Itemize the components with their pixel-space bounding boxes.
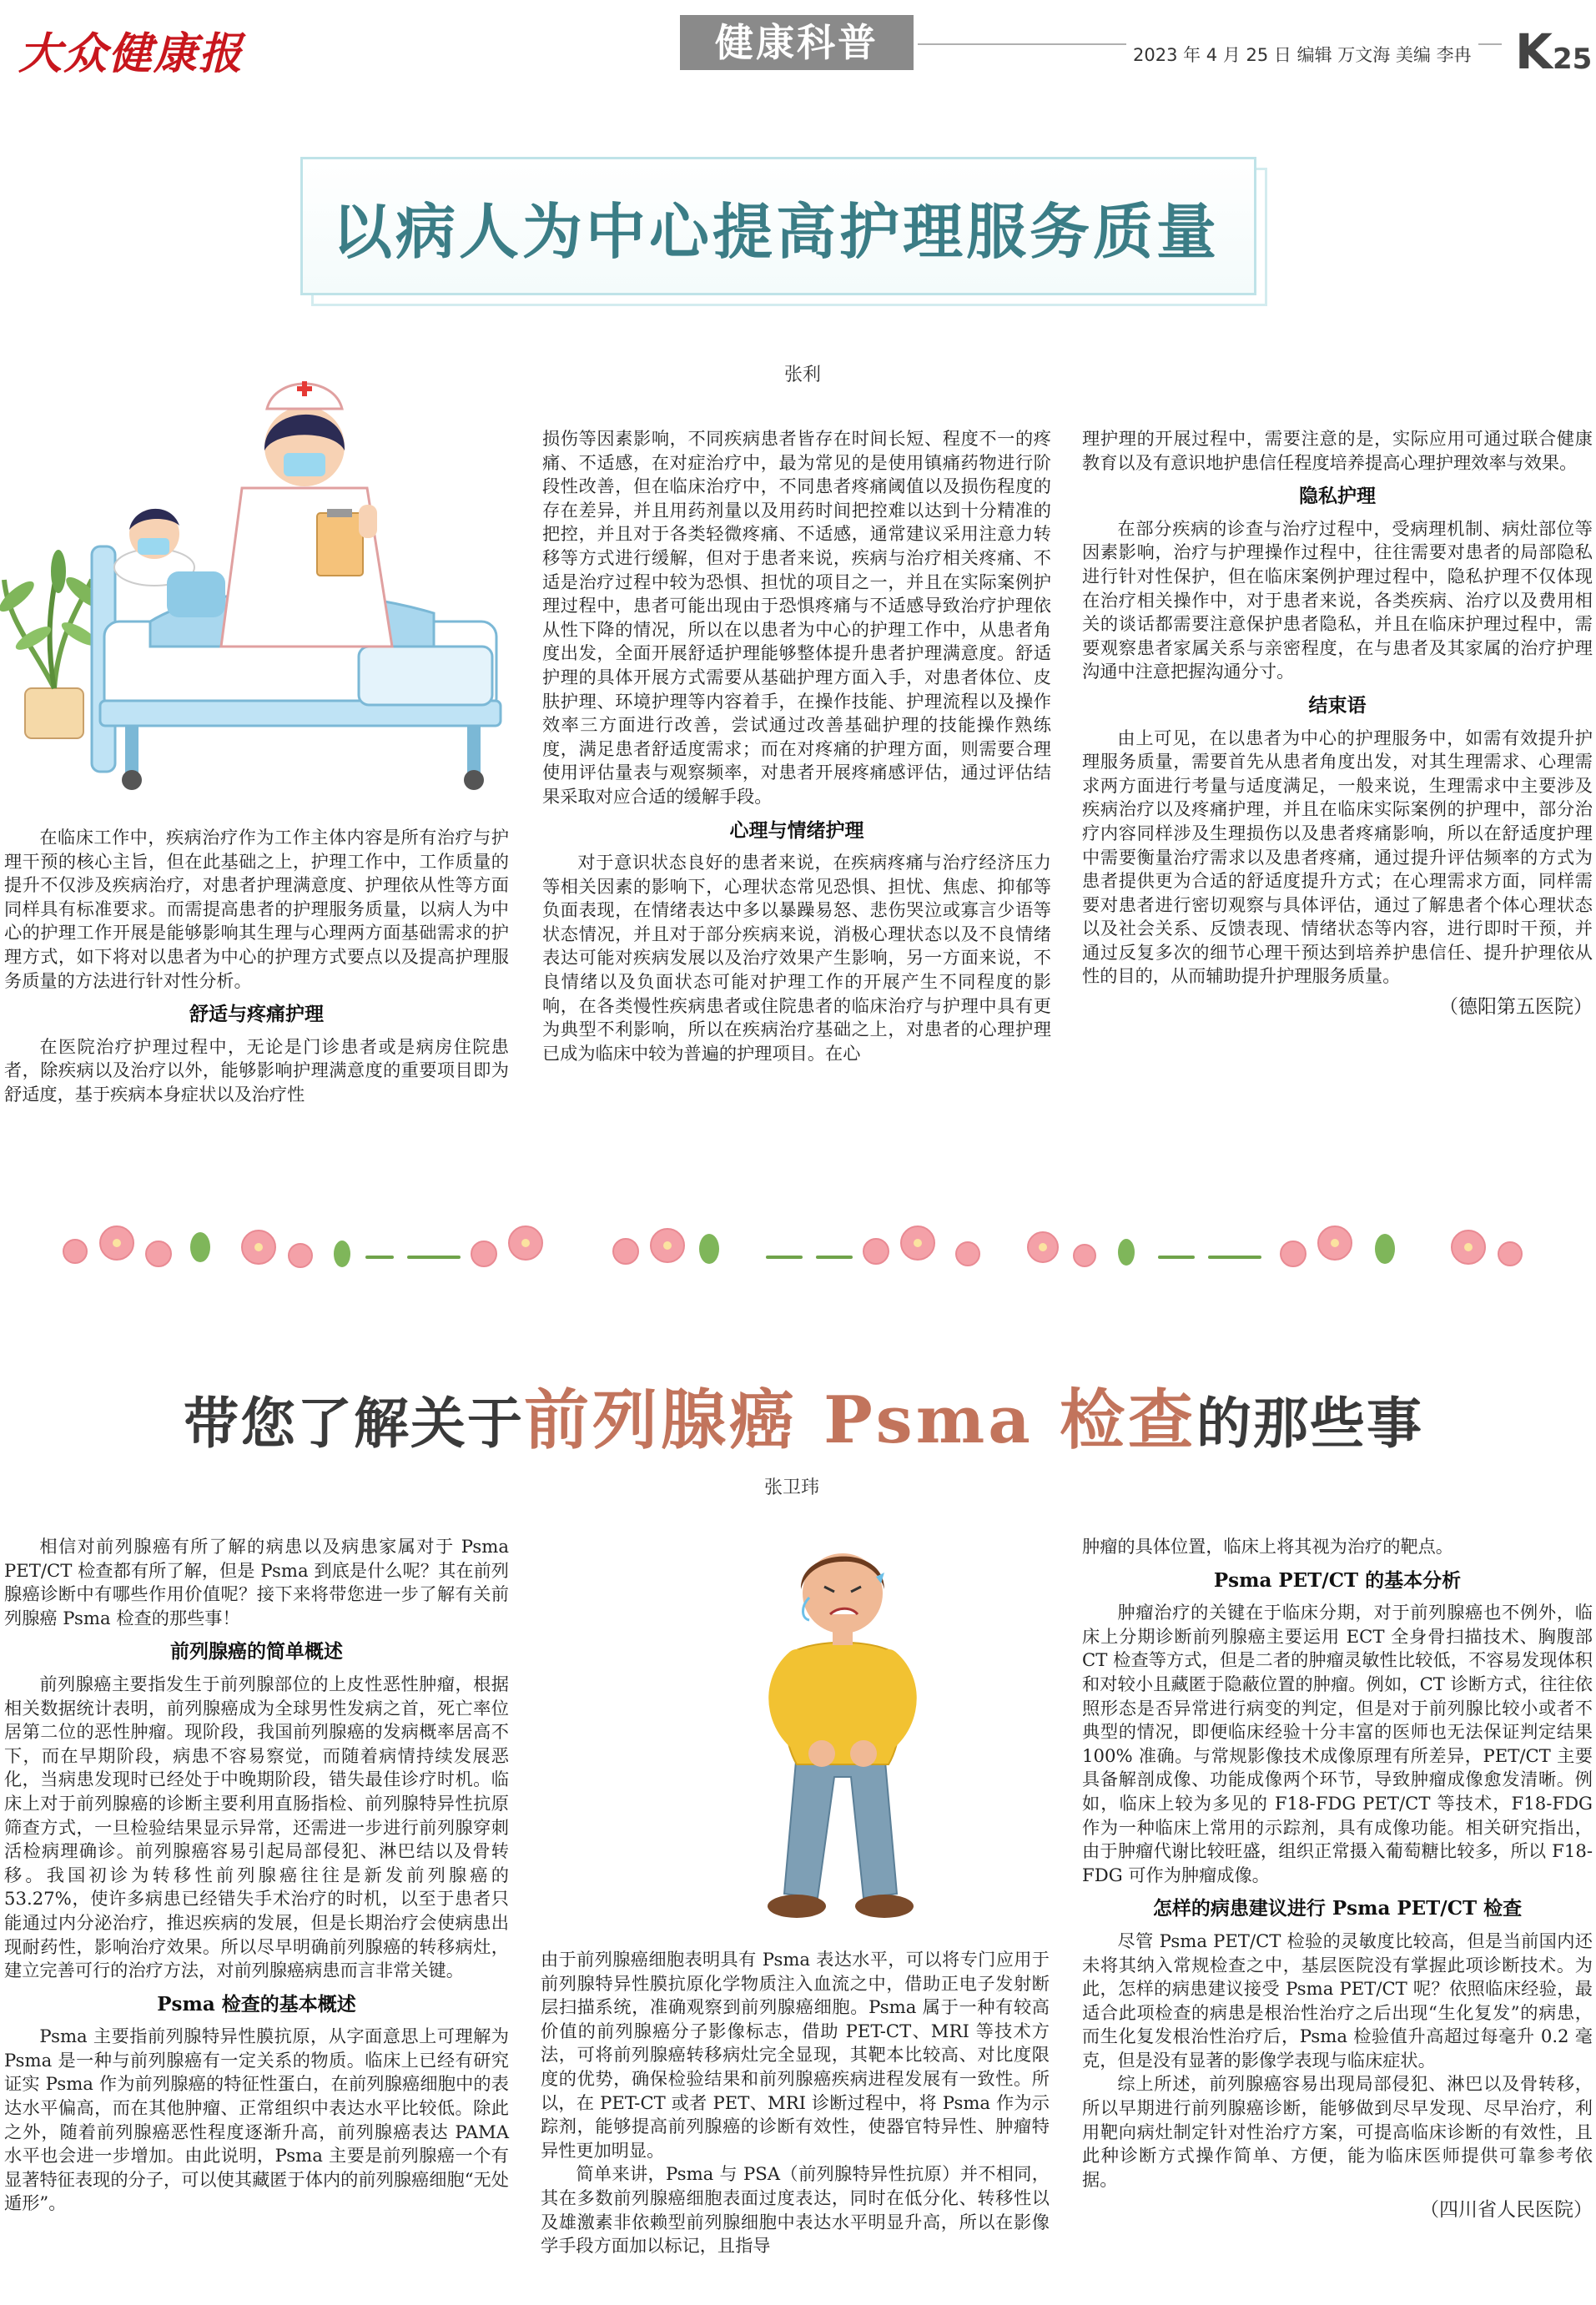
article1-column-1 bbox=[4, 826, 509, 1107]
article2-column-1 bbox=[4, 1535, 509, 2216]
subheading-privacy-care: 隐私护理 bbox=[1299, 485, 1376, 508]
article2-author: 张卫玮 bbox=[764, 1477, 820, 1498]
page-digit: 25 bbox=[1552, 43, 1593, 76]
paragraph: 对于意识状态良好的患者来说，在疾病疼痛与治疗经济压力等相关因素的影响下，心理状态常见恐惧、担忧、焦虑、抑郁等负面表现，在情绪表达中多以暴躁易怒、悲伤哭泣或寡言少语等状态情况，并且对于部分疾病来说，消极心理状态以及不良情绪表达可能对疾病发展以及治疗效果产生影响，另一方面来说，不良情绪以及负面状态可能对护理工作的开展产生不同程度的影响，在各类慢性疾病患者或住院患者的临床治疗与护理中具有更为典型不利影响，所以在疾病治疗基础之上，对患者的心理护理已成为临床中较为普遍的护理项目。在心 bbox=[542, 852, 1051, 1064]
article2-column-3 bbox=[1082, 1535, 1593, 2222]
paragraph: 肿瘤治疗的关键在于临床分期，对于前列腺癌也不例外，临床上分期诊断前列腺癌主要运用 ECT 全身骨扫描技术、胸腹部 CT 检查等方式，但是二者的肿瘤灵敏性比较低，不容易发现体积和对较小且藏匿于隐蔽位置的肿瘤。例如，CT 诊断方式，往往依照形态是否异常进行病变的判定，但是对于前列腺比较小或者不典型的情况，即便临床经验十分丰富的医师也无法保证判定结果 100% 准确。与常规影像技术成像原理有所差异，PET/CT 主要具备解剖成像、功能成像两个环节，导致肿瘤成像愈发清晰。例如，临床上较为多见的 F18-FDG PET/CT 等技术，F18-FDG 作为一种临床上常用的示踪剂，具有成像功能。相关研究指出，由于肿瘤代谢比较旺盛，组织正常摄入葡萄糖比较多，所以 F18-FDG 可作为肿瘤成像。 bbox=[1082, 1602, 1593, 1885]
subheading-prostate-overview: 前列腺癌的简单概述 bbox=[170, 1640, 343, 1663]
paragraph: 由上可见，在以患者为中心的护理服务中，如需有效提升护理服务质量，需要首先从患者角度出发，对其生理需求、心理需求两方面进行考量与适度满足，一般来说，生理需求中主要涉及疾病治疗以及疼痛护理，并且在临床实际案例的护理中，部分治疗内容同样涉及生理损伤以及患者疼痛影响，所以在舒适度护理中需要衡量治疗需求以及患者疼痛，通过提升评估频率的方式为患者提供更为合适的舒适度提升方式；在心理需求方面，同样需要对患者进行密切观察与具体评估，通过了解患者个体心理状态以及社会关系、反馈表现、情绪状态等内容，进行即时干预，并通过反复多次的细节心理干预达到培养护患信任、提升护理依从性的目的，从而辅助提升护理服务质量。 bbox=[1082, 727, 1593, 987]
man-in-pain-illustration bbox=[717, 1527, 968, 1935]
subheading-conclusion: 结束语 bbox=[1308, 693, 1367, 717]
article2-title-highlight: 前列腺癌 Psma 检查 bbox=[524, 1382, 1196, 1458]
section-label: 健康科普 bbox=[680, 15, 914, 70]
article1-hospital: （德阳第五医院） bbox=[1439, 996, 1593, 1019]
paragraph: 在医院治疗护理过程中，无论是门诊患者或是病房住院患者，除疾病以及治疗以外，能够影响护理满意度的重要项目即为舒适度，基于疾病本身症状以及治疗性 bbox=[4, 1035, 509, 1105]
paragraph: 在临床工作中，疾病治疗作为工作主体内容是所有治疗与护理干预的核心主旨，但在此基础之上，护理工作中，工作质量的提升不仅涉及疾病治疗，对患者护理满意度、护理依从性等方面同样具有标准要求。而需提高患者的护理服务质量，以病人为中心的护理工作开展是能够影响其生理与心理两方面基础需求的护理方式，如下将对以患者为中心的护理方式要点以及提高护理服务质量的方法进行针对性分析。 bbox=[4, 827, 509, 991]
paragraph: 理护理的开展过程中，需要注意的是，实际应用可通过联合健康教育以及有意识地护患信任程度培养提高心理护理效率与效果。 bbox=[1082, 428, 1593, 473]
paragraph: 前列腺癌主要指发生于前列腺部位的上皮性恶性肿瘤，根据相关数据统计表明，前列腺癌成为全球男性发病之首，死亡率位居第二位的恶性肿瘤。现阶段，我国前列腺癌的发病概率居高不下，而在早期阶段，病患不容易察觉，而随着病情持续发展恶化，当病患发现时已经处于中晚期阶段，错失最佳诊疗时机。临床上对于前列腺癌的诊断主要利用直肠指检、前列腺特异性抗原筛查方式，一旦检验结果显示异常，还需进一步进行前列腺穿刺活检病理确诊。前列腺癌容易引起局部侵犯、淋巴结以及骨转移。我国初诊为转移性前列腺癌往往是新发前列腺癌的 53.27%，使许多病患已经错失手术治疗的时机，以至于患者只能通过内分泌治疗，推迟疾病的发展，但是长期治疗会使病患出现耐药性，影响治疗效果。所以尽早明确前列腺癌的转移病灶，建立完善可行的治疗方法，对前列腺癌病患而言非常关键。 bbox=[4, 1673, 509, 1981]
subheading-psych-care: 心理与情绪护理 bbox=[729, 818, 864, 842]
paragraph: 由于前列腺癌细胞表明具有 Psma 表达水平，可以将专门应用于前列腺特异性膜抗原化学物质注入血流之中，借助正电子发射断层扫描系统，准确观察到前列腺癌细胞。Psma 属于一种有较高价值的前列腺癌分子影像标志，借助 PET-CT、MRI 等技术方法，可将前列腺癌转移病灶完全显现，其靶本比较高、对比度限度的优势，确保检验结果和前列腺癌疾病进程发展有一致性。所以，在 PET-CT 或者 PET、MRI 诊断过程中，将 Psma 作为示踪剂，能够提高前列腺癌的诊断有效性，使器官特异性、肿瘤特异性更加明显。 bbox=[541, 1949, 1050, 2161]
article1-column-3 bbox=[1082, 427, 1593, 1019]
article2-title-suffix: 的那些事 bbox=[1196, 1391, 1423, 1456]
paragraph: 尽管 Psma PET/CT 检验的灵敏度比较高，但是当前国内还未将其纳入常规检查之中，基层医院没有掌握此项诊断技术。为此，怎样的病患建议接受 Psma PET/CT 呢？依照临床经验，最适合此项检查的病患是根治性治疗之后出现“生化复发”的病患，而生化复发根治性治疗后，Psma 检验值升高超过每毫升 0.2 毫克，但是没有显著的影像学表现与临床症状。 bbox=[1082, 1930, 1593, 2071]
article2-column-2 bbox=[541, 1948, 1050, 2258]
subheading-psma-petct: Psma PET/CT 的基本分析 bbox=[1213, 1568, 1462, 1592]
article1-title: 以病人为中心提高护理服务质量 bbox=[331, 196, 1220, 267]
paragraph: 损伤等因素影响，不同疾病患者皆存在时间长短、程度不一的疼痛、不适感，在对症治疗中，最为常见的是使用镇痛药物进行阶段性改善，但在临床治疗中，不同患者疼痛阈值以及损伤程度的存在差异，并且用药剂量以及用药时间把控难以达到十分精准的把控，并且对于各类轻微疼痛、不适感，通常建议采用注意力转移等方式进行缓解，但对于患者来说，疾病与治疗相关疼痛、不适是治疗过程中较为恐惧、担忧的项目之一，并且在实际案例护理过程中，患者可能出现由于恐惧疼痛与不适感导致治疗护理依从性下降的情况，所以在以患者为中心的护理工作中，从患者角度出发，全面开展舒适护理能够整体提升患者护理满意度。舒适护理的具体开展方式需要从基础护理方面入手，对患者体位、皮肤护理、环境护理等内容着手，在操作技能、护理流程以及操作效率三方面进行改善，尝试通过改善基础护理的技能操作熟练度，满足患者舒适度需求；而在对疼痛的护理方面，则需要合理使用评估量表与观察频率，对患者开展疼痛感评估，通过评估结果采取对应合适的缓解手段。 bbox=[542, 428, 1051, 807]
page-letter: K bbox=[1515, 23, 1553, 80]
newspaper-logo: 大众健康报 bbox=[18, 29, 244, 79]
article2-title-prefix: 带您了解关于 bbox=[184, 1391, 524, 1456]
article1-column-2 bbox=[542, 427, 1051, 1065]
paragraph: 在部分疾病的诊查与治疗过程中，受病理机制、病灶部位等因素影响，治疗与护理操作过程中，往往需要对患者的局部隐私进行针对性保护，但在临床案例护理过程中，隐私护理不仅体现在治疗相关操作中，对于患者来说，各类疾病、治疗以及费用相关的谈话都需要注意保护患者隐私，并且在临床护理过程中，需要观察患者家属关系与亲密程度，在与患者及其家属的治疗护理沟通中注意把握沟通分寸。 bbox=[1082, 517, 1593, 682]
page-number bbox=[1515, 23, 1592, 80]
flower-divider bbox=[50, 1205, 1552, 1289]
article2-title bbox=[184, 1368, 1435, 1462]
article2-hospital: （四川省人民医院） bbox=[1420, 2199, 1593, 2222]
paragraph: 简单来讲，Psma 与 PSA（前列腺特异性抗原）并不相同，其在多数前列腺癌细胞表面过度表达，同时在低分化、转移性以及雄激素非依赖型前列腺细胞中表达水平明显升高，所以在影像学手段方面加以标记，且指导 bbox=[541, 2163, 1050, 2257]
nurse-patient-illustration bbox=[0, 371, 517, 822]
paragraph: 肿瘤的具体位置，临床上将其视为治疗的靶点。 bbox=[1082, 1536, 1453, 1557]
issue-info: 2023 年 4 月 25 日 编辑 万文海 美编 李冉 bbox=[1126, 42, 1478, 67]
paragraph: Psma 主要指前列腺特异性膜抗原，从字面意思上可理解为 Psma 是一种与前列腺癌有一定关系的物质。临床上已经有研究证实 Psma 作为前列腺癌的特征性蛋白，在前列腺癌细胞中的表达水平偏高，而在其他肿瘤、正常组织中表达水平比较低。除此之外，随着前列腺癌恶性程度逐渐升高，前列腺癌表达 PAMA 水平也会进一步增加。由此说明，Psma 主要是前列腺癌一个有显著特征表现的分子，可以使其藏匿于体内的前列腺癌细胞“无处遁形”。 bbox=[4, 2026, 509, 2214]
paragraph: 相信对前列腺癌有所了解的病患以及病患家属对于 Psma PET/CT 检查都有所了解，但是 Psma 到底是什么呢？其在前列腺癌诊断中有哪些作用价值呢？接下来将带您进一步了解有关前列腺癌 Psma 检查的那些事！ bbox=[4, 1536, 509, 1628]
subheading-psma-overview: Psma 检查的基本概述 bbox=[157, 1992, 356, 2016]
article1-author: 张利 bbox=[784, 365, 822, 385]
paragraph: 综上所述，前列腺癌容易出现局部侵犯、淋巴以及骨转移，所以早期进行前列腺癌诊断，能够做到尽早发现、尽早治疗，利用靶向病灶制定针对性治疗方案，可提高临床诊断的有效性，且此种诊断方式操作简单、方便，能为临床医师提供可靠参考依据。 bbox=[1082, 2073, 1593, 2190]
subheading-comfort-care: 舒适与疼痛护理 bbox=[189, 1003, 324, 1026]
subheading-who-should-test: 怎样的病患建议进行 Psma PET/CT 检查 bbox=[1152, 1897, 1523, 1920]
